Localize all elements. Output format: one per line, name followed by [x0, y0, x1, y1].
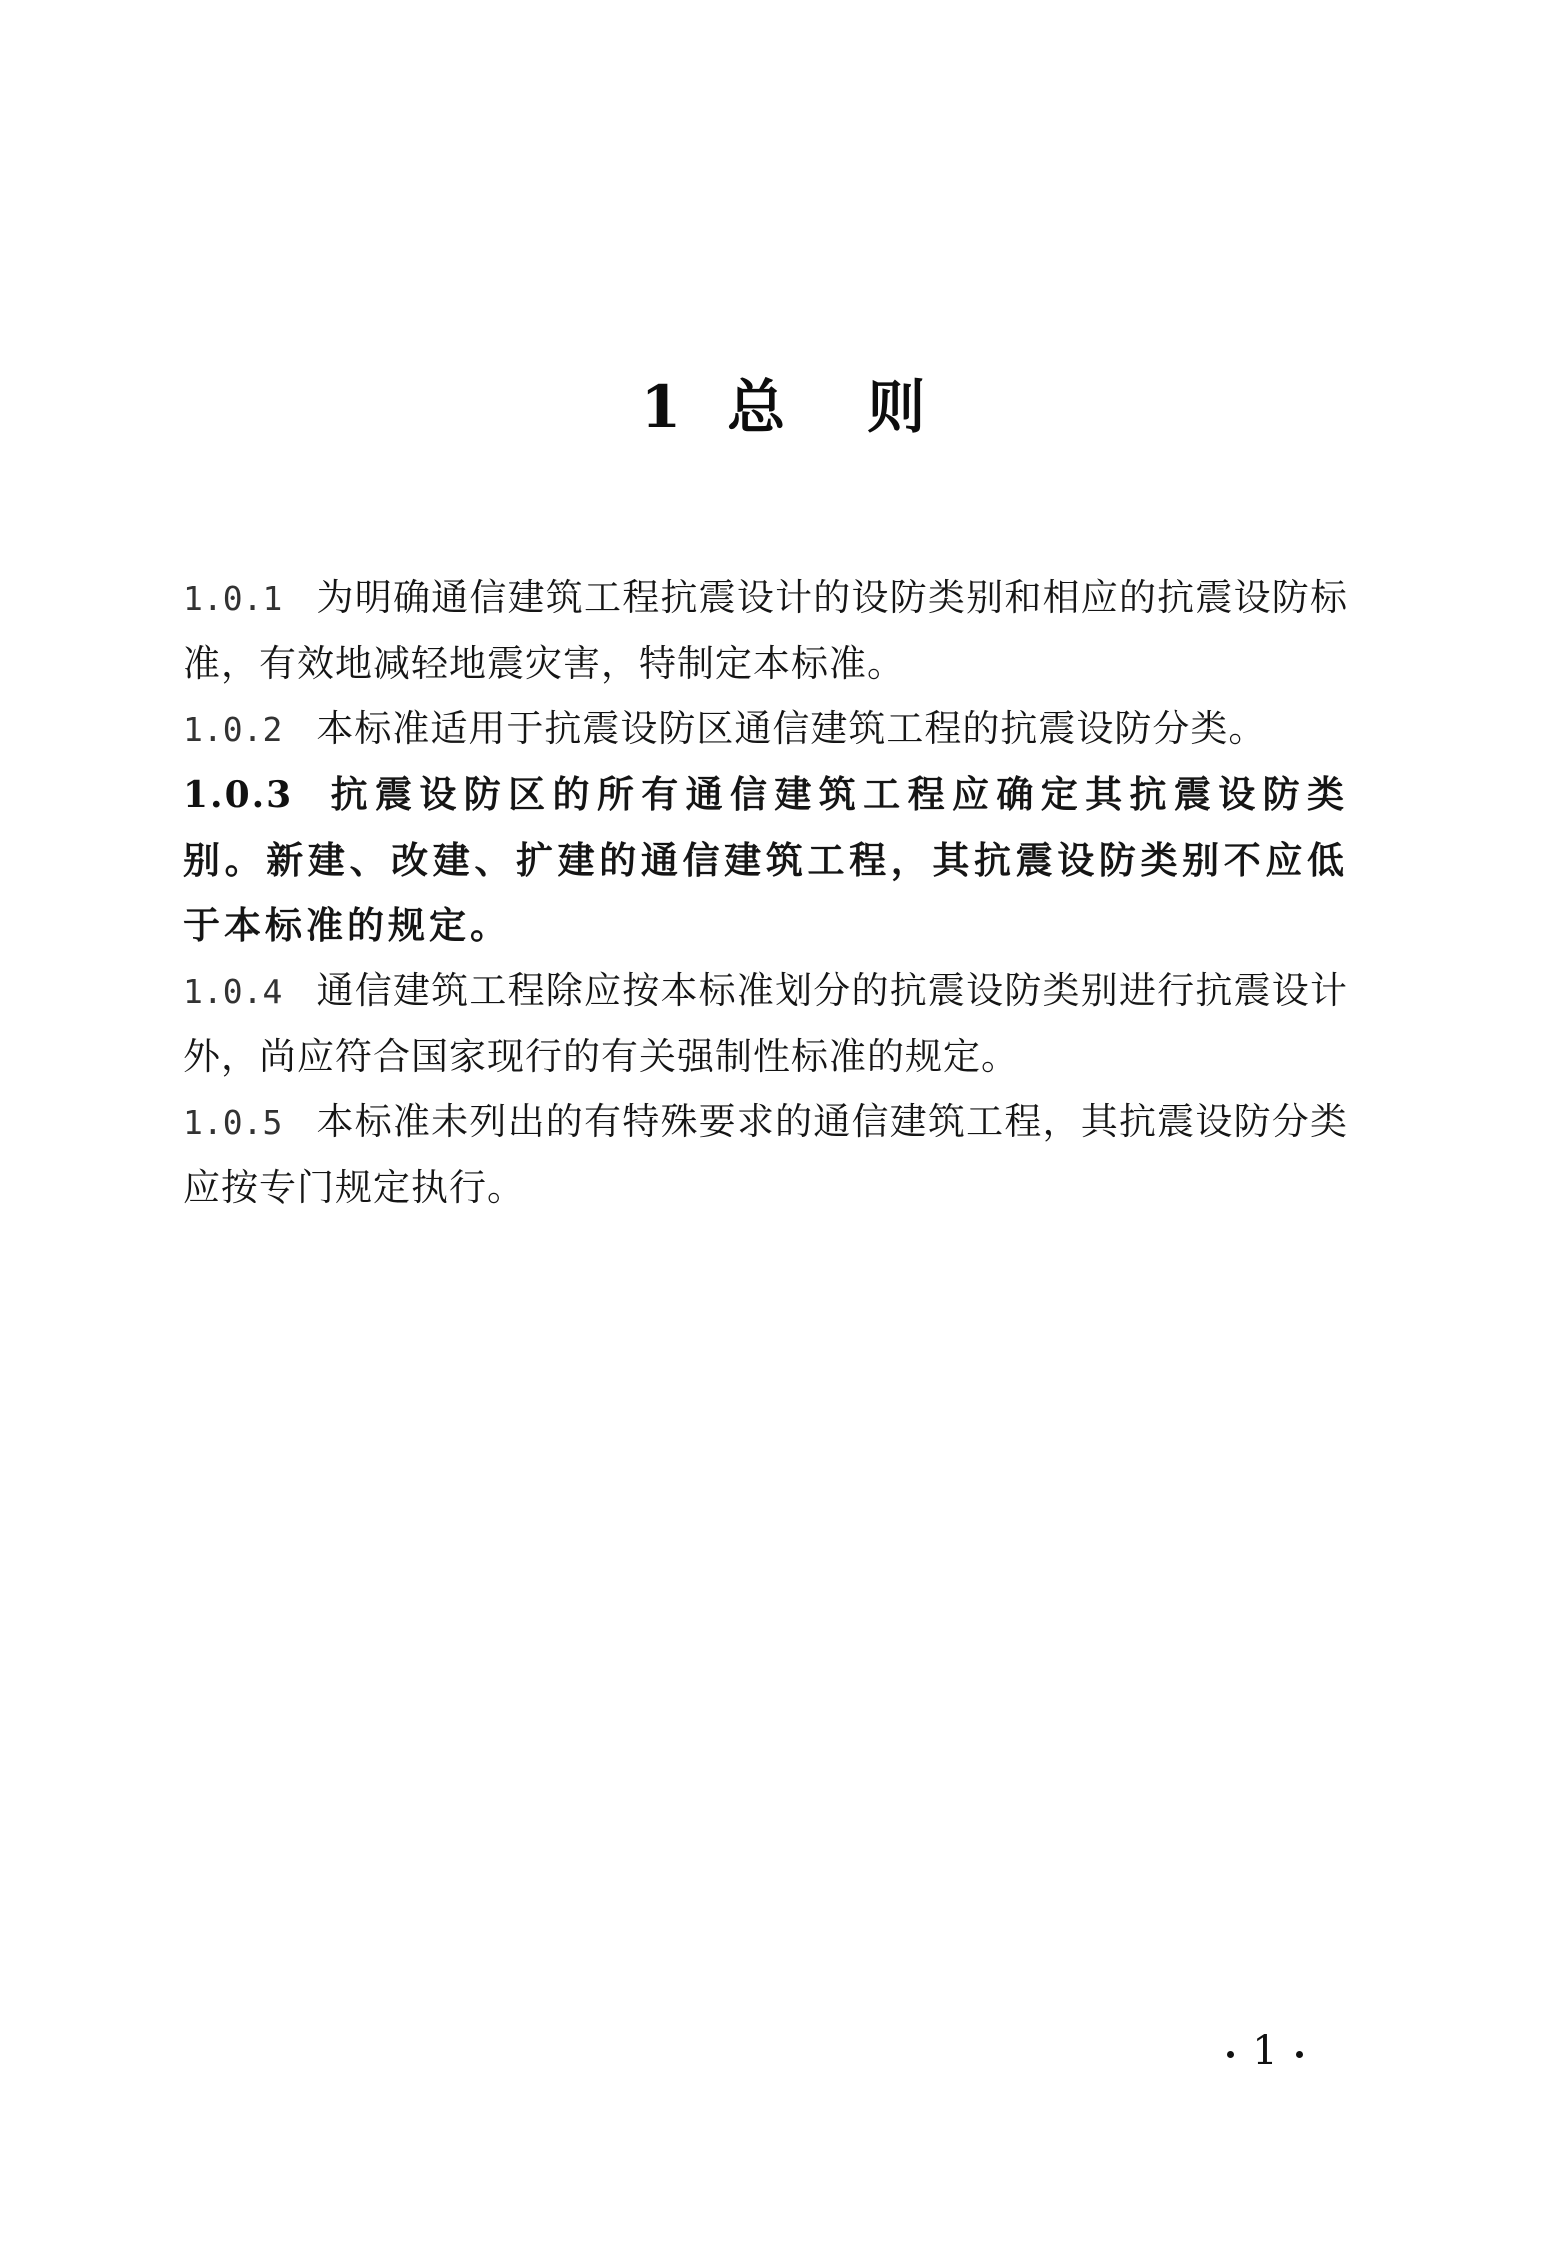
clause-list	[183, 565, 1348, 1220]
page-number-dot-right	[1296, 2051, 1303, 2058]
clause-text: 本标准未列出的有特殊要求的通信建筑工程，其抗震设防分类应按专门规定执行。	[183, 1100, 1348, 1209]
clause-number: 1.0.5	[183, 1103, 283, 1142]
page-number-dot-left	[1227, 2051, 1234, 2058]
chapter-number: 1	[640, 373, 682, 441]
clause-1-0-2	[183, 696, 1348, 762]
clause-number: 1.0.1	[183, 579, 283, 618]
clause-number: 1.0.4	[183, 972, 283, 1011]
clause-text: 通信建筑工程除应按本标准划分的抗震设防类别进行抗震设计外，尚应符合国家现行的有关强制性标准的规定。	[183, 969, 1348, 1078]
clause-1-0-4	[183, 958, 1348, 1089]
clause-number: 1.0.2	[183, 710, 283, 749]
clause-text: 抗震设防区的所有通信建筑工程应确定其抗震设防类别。新建、改建、扩建的通信建筑工程，其抗震设防类别不应低于本标准的规定。	[183, 773, 1348, 947]
page-number	[1190, 2028, 1340, 2074]
clause-1-0-1	[183, 565, 1348, 696]
page-number-value: 1	[1252, 2028, 1278, 2074]
clause-1-0-5	[183, 1089, 1348, 1220]
clause-text: 本标准适用于抗震设防区通信建筑工程的抗震设防分类。	[316, 707, 1267, 750]
chapter-title	[0, 360, 1566, 444]
clause-text: 为明确通信建筑工程抗震设计的设防类别和相应的抗震设防标准，有效地减轻地震灾害，特制定本标准。	[183, 576, 1348, 685]
clause-number: 1.0.3	[183, 774, 294, 816]
clause-1-0-3-mandatory	[183, 762, 1348, 958]
chapter-title-word-1: 总	[727, 373, 786, 441]
chapter-title-word-2: 则	[867, 373, 926, 441]
